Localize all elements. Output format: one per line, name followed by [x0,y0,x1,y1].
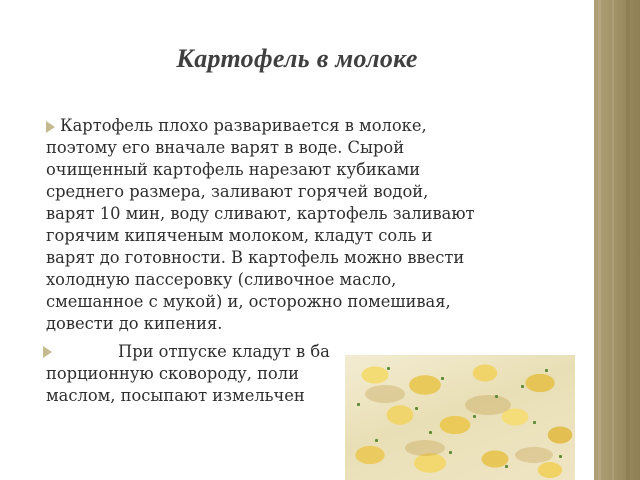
herb-fleck [473,415,476,418]
paragraph-line: варят до готовности. В картофель можно ввести [46,248,465,267]
herb-fleck [357,403,360,406]
paragraph-line: горячим кипяченым молоком, кладут соль и [46,226,433,245]
herb-fleck [441,377,444,380]
paragraph-line: холодную пассеровку (сливочное масло, [46,270,397,289]
paragraph-line: варят 10 мин, воду сливают, картофель заливают [46,204,475,223]
paragraph-cooking [46,115,591,335]
photo-shade [365,385,405,403]
slide-title: Картофель в молоке [176,44,418,73]
herb-fleck [387,367,390,370]
paragraph-line: поэтому его вначале варят в воде. Сырой [46,138,405,157]
paragraph-line: порционную сковороду, поли [46,364,299,383]
paragraph-line: маслом, посыпают измельчен [46,386,305,405]
herb-fleck [495,395,498,398]
decorative-stripe [626,0,630,480]
potato-dish-photo [345,355,575,480]
bullet-icon [46,121,55,133]
herb-fleck [505,465,508,468]
herb-fleck [429,431,432,434]
paragraph-line: При отпуске кладут в ба [118,342,330,361]
paragraph-line: довести до кипения. [46,314,223,333]
decorative-stripe [598,0,601,480]
decorative-stripe [612,0,614,480]
herb-fleck [375,439,378,442]
herb-fleck [545,369,548,372]
photo-shade [405,440,445,456]
paragraph-line: среднего размера, заливают горячей водой, [46,182,429,201]
bullet-icon [43,346,52,358]
photo-shade [465,395,511,415]
herb-fleck [415,407,418,410]
paragraph-line: Картофель плохо разваривается в молоке, [60,116,427,135]
photo-shade [515,447,553,463]
herb-fleck [533,421,536,424]
herb-fleck [521,385,524,388]
paragraph-line: смешанное с мукой) и, осторожно помешивая, [46,292,451,311]
herb-fleck [449,451,452,454]
herb-fleck [559,455,562,458]
paragraph-line: очищенный картофель нарезают кубиками [46,160,421,179]
